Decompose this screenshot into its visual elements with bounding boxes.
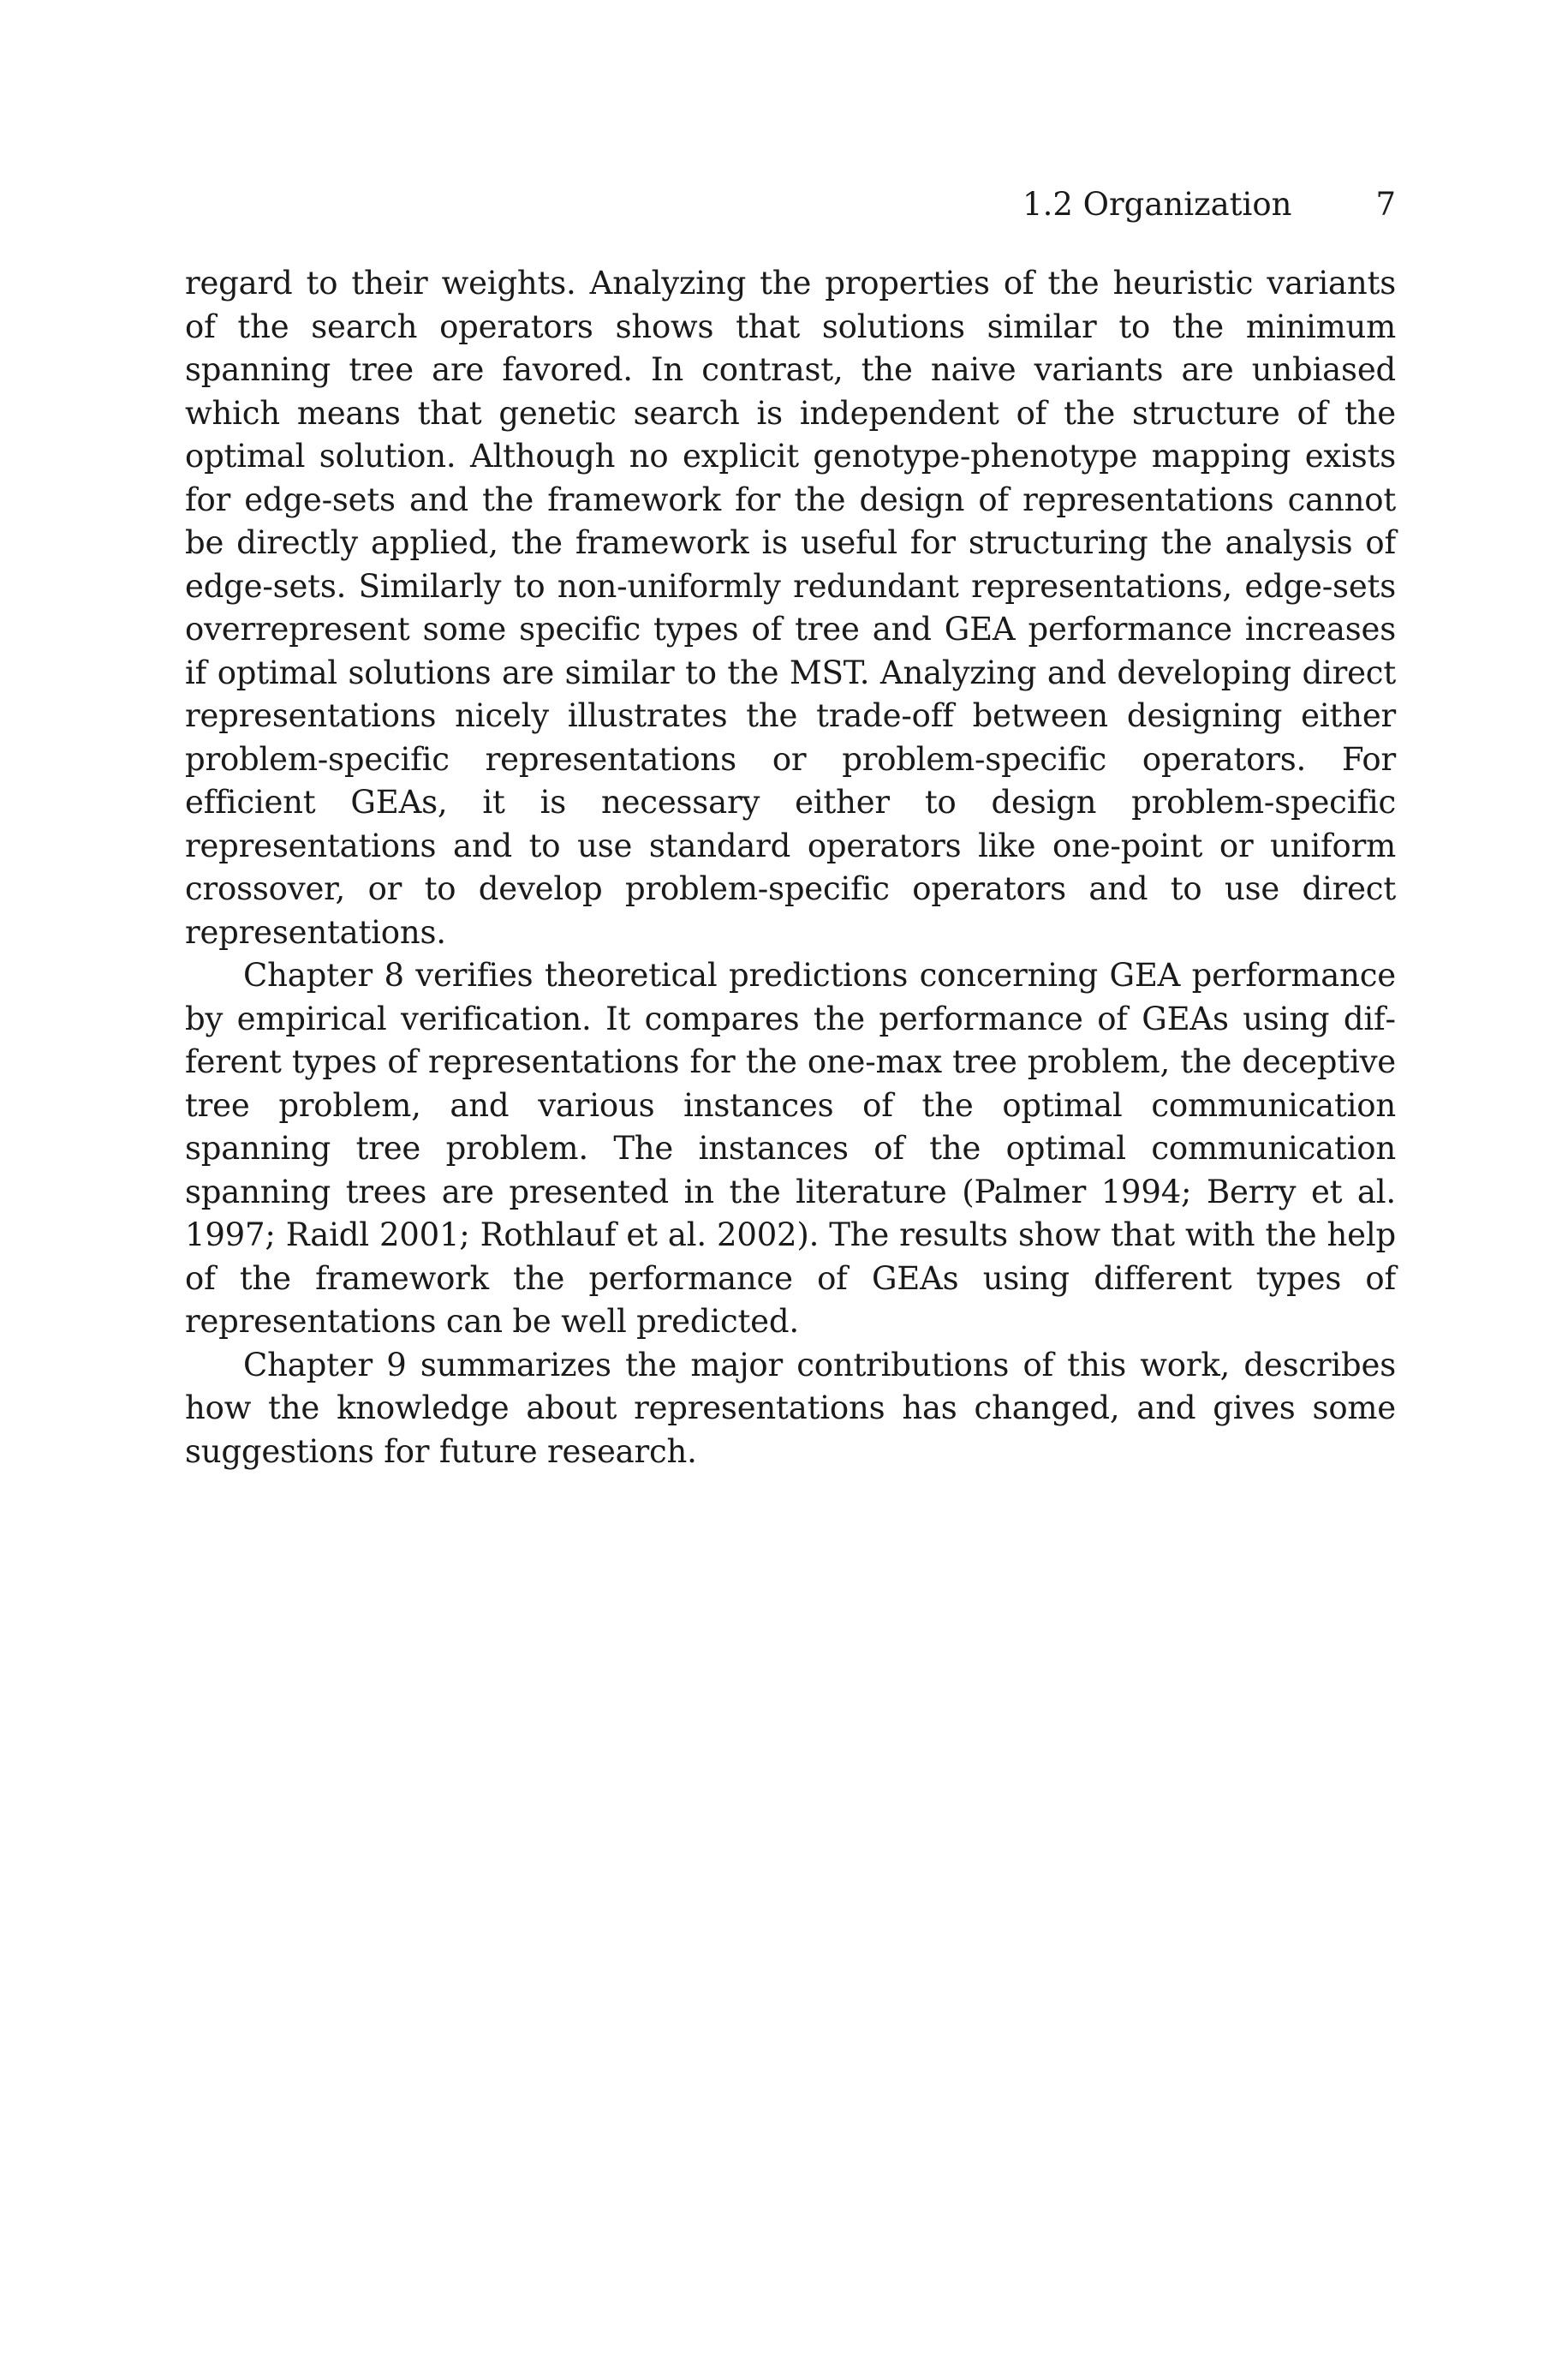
page-number: 7 — [1375, 186, 1396, 223]
section-title: 1.2 Organization — [1022, 186, 1292, 223]
body-text — [185, 262, 1396, 1473]
paragraph-chapter-9: Chapter 9 summarizes the major contributions of this work, describes how the knowledge about representations has changed, and gives some suggestions for future research. — [185, 1346, 1396, 1470]
running-header — [1022, 186, 1396, 223]
paragraph-chapter-8: Chapter 8 verifies theoretical predictions concerning GEA performance by empirical verification. It compares the performance of GEAs using different types of representations for the one-max tree problem, the deceptive tree problem, and various instances of the optimal communication spanning tree problem. The instances of the optimal communication spanning trees are presented in the literature (Palmer 1994; Berry et al. 1997; Raidl 2001; Rothlauf et al. 2002). The results show that with the help of the framework the performance of GEAs using different types of representations can be well predicted. — [185, 957, 1396, 1340]
paragraph-continuation: regard to their weights. Analyzing the properties of the heuristic variants of the search operators shows that solutions similar to the minimum spanning tree are favored. In contrast, the naive variants are unbiased which means that genetic search is independent of the structure of the optimal solution. Although no explicit genotype-phenotype mapping exists for edge-sets and the framework for the design of representations cannot be directly applied, the framework is useful for structuring the analysis of edge-sets. Similarly to non-uniformly redundant representations, edge-sets overrepresent some specific types of tree and GEA performance increases if optimal solutions are similar to the MST. Analyzing and developing direct representations nicely illustrates the trade-off between designing either problem-specific representations or problem-specific operators. For efficient GEAs, it is necessary either to design problem-specific representations and to use standard operators like one-point or uniform crossover, or to develop problem-specific operators and to use direct representations. — [185, 265, 1396, 951]
